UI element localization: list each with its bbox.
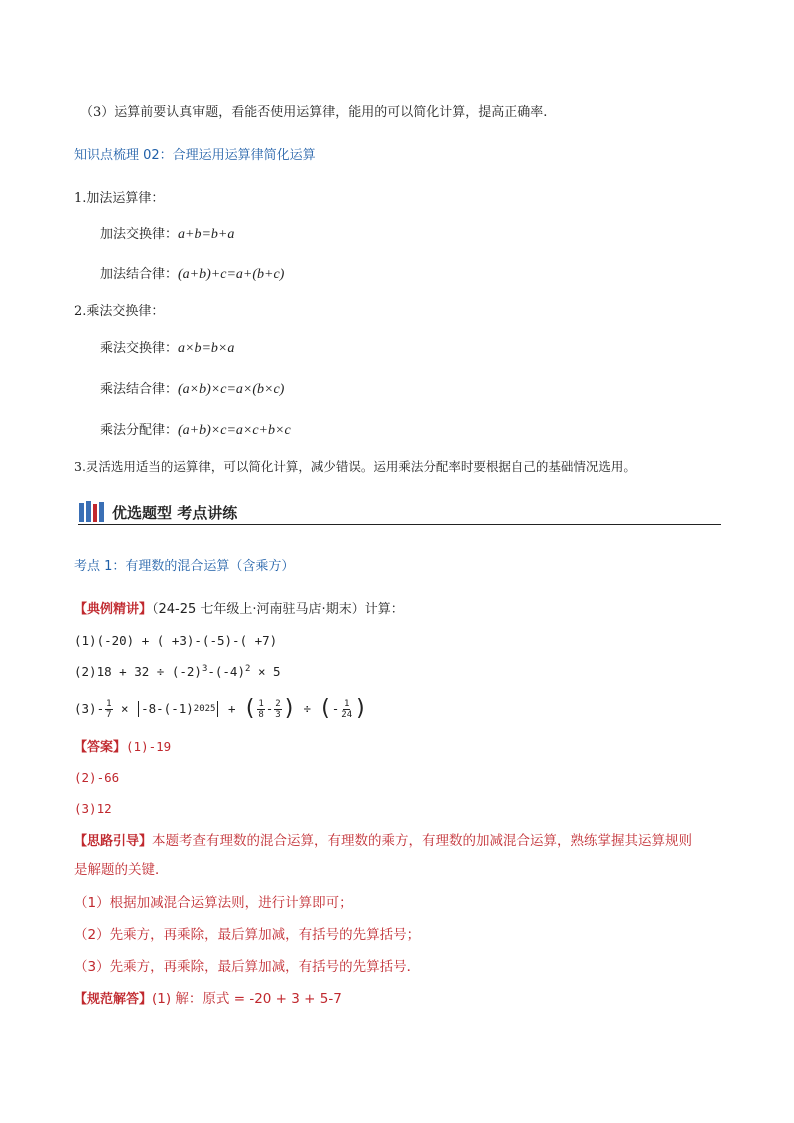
section-header: [78, 500, 721, 525]
q2-exponent-1: 3: [201, 663, 208, 674]
answer-tag: 【答案】: [74, 740, 127, 755]
abs-bar-right: [217, 701, 218, 717]
mul-comm-label: 乘法交换律：: [100, 341, 179, 356]
q3-f4-minus: -: [331, 701, 340, 716]
kd1-title: 考点 1：有理数的混合运算（含乘方）: [74, 559, 295, 574]
example-row: [74, 601, 404, 619]
q3-prefix: (3)-: [74, 701, 105, 716]
guide-row: [74, 832, 692, 851]
q2-exponent-2: 2: [245, 663, 251, 674]
q3-f2-den: 8: [258, 709, 264, 720]
q3-fraction-2: [257, 699, 264, 720]
q2-part-b: -(-4): [207, 664, 245, 679]
add-heading: 1.加法运算律：: [74, 191, 165, 206]
guide-tag: 【思路引导】: [74, 834, 153, 849]
paren-open-2: (: [318, 696, 332, 721]
add-comm-formula: a+b=b+a: [178, 227, 235, 242]
q3-f4-den: 24: [341, 709, 353, 720]
q3-fraction-3: [274, 699, 281, 720]
paren-close-2: ): [354, 696, 368, 721]
question-1: (1)(-20) + ( +3)-(-5)-( +7): [74, 633, 278, 648]
mul-dist-label: 乘法分配律：: [100, 423, 179, 438]
add-comm-label: 加法交换律：: [100, 227, 179, 242]
q3-f1-num: 1: [106, 698, 112, 709]
q3-f3-den: 3: [275, 709, 281, 720]
mul-heading: 2.乘法交换律：: [74, 304, 165, 319]
q3-f2-minus: -: [265, 701, 274, 716]
solution-row: [74, 990, 342, 1009]
mul-associative-row: [100, 381, 284, 399]
question-3: (3)- $\frac{1}{7}$ × -8-(-1) 2025 + ( $\frac{1}{8}$ - $\frac{2}{3}$ ) ÷ ( - $\frac{1}{24}$ ): [74, 696, 368, 721]
example-tag: 【典例精讲】: [74, 602, 153, 617]
q3-fraction-4: [340, 699, 353, 720]
guide-text-2: 是解题的关键．: [74, 862, 169, 878]
mul-distributive-row: [100, 422, 291, 440]
abs-bar-left: [138, 701, 139, 717]
add-assoc-formula: (a+b)+c=a+(b+c): [178, 267, 285, 282]
q3-divide: ÷: [295, 701, 319, 716]
example-text: （24-25 七年级上·河南驻马店·期末）计算：: [152, 602, 404, 617]
q3-plus: +: [220, 701, 244, 716]
q3-fraction-1: [105, 699, 112, 720]
question-2: [74, 663, 281, 681]
add-assoc-label: 加法结合律：: [100, 267, 179, 282]
add-associative-row: [100, 266, 284, 284]
mul-assoc-formula: (a×b)×c=a×(b×c): [178, 382, 285, 397]
add-commutative-row: [100, 226, 234, 244]
q3-f4-num: 1: [344, 698, 350, 709]
kp2-note-3: 3.灵活选用适当的运算律，可以简化计算，减少错误。运用乘法分配率时要根据自己的基础情况选用。: [74, 459, 636, 474]
answer-row: [74, 738, 171, 757]
solution-text: (1) 解：原式 = -20 + 3 + 5-7: [152, 991, 342, 1007]
intro-point-3: （3）运算前要认真审题，看能否使用运算律，能用的可以简化计算，提高正确率.: [80, 105, 548, 120]
section-title: 优选题型 考点讲练: [112, 504, 238, 522]
guide-step-3: （3）先乘方，再乘除，最后算加减，有括号的先算括号．: [74, 959, 421, 975]
guide-text-1: 本题考查有理数的混合运算，有理数的乘方，有理数的加减混合运算，熟练掌握其运算规则: [152, 833, 693, 849]
q2-part-c: × 5: [250, 664, 281, 679]
q2-part-a: (2)18 + 32 ÷ (-2): [74, 664, 202, 679]
paren-open: (: [243, 696, 257, 721]
mul-commutative-row: [100, 340, 234, 358]
q3-times: ×: [113, 701, 137, 716]
mul-assoc-label: 乘法结合律：: [100, 382, 179, 397]
q3-f1-den: 7: [106, 709, 112, 720]
answer-2: (2)-66: [74, 770, 120, 785]
books-icon: [78, 501, 106, 523]
kp2-title: 知识点梳理 02：合理运用运算律简化运算: [74, 148, 316, 163]
guide-step-2: （2）先乘方，再乘除，最后算加减，有括号的先算括号；: [74, 927, 421, 943]
q3-f3-num: 2: [275, 698, 281, 709]
q3-f2-num: 1: [258, 698, 264, 709]
mul-dist-formula: (a+b)×c=a×c+b×c: [178, 423, 291, 438]
q3-abs-inner: -8-(-1): [141, 701, 194, 716]
guide-step-1: （1）根据加减混合运算法则，进行计算即可；: [74, 895, 353, 911]
mul-comm-formula: a×b=b×a: [178, 341, 235, 356]
paren-close: ): [282, 696, 296, 721]
answer-1: (1)-19: [126, 739, 172, 754]
answer-3: (3)12: [74, 801, 112, 816]
solution-tag: 【规范解答】: [74, 992, 153, 1007]
